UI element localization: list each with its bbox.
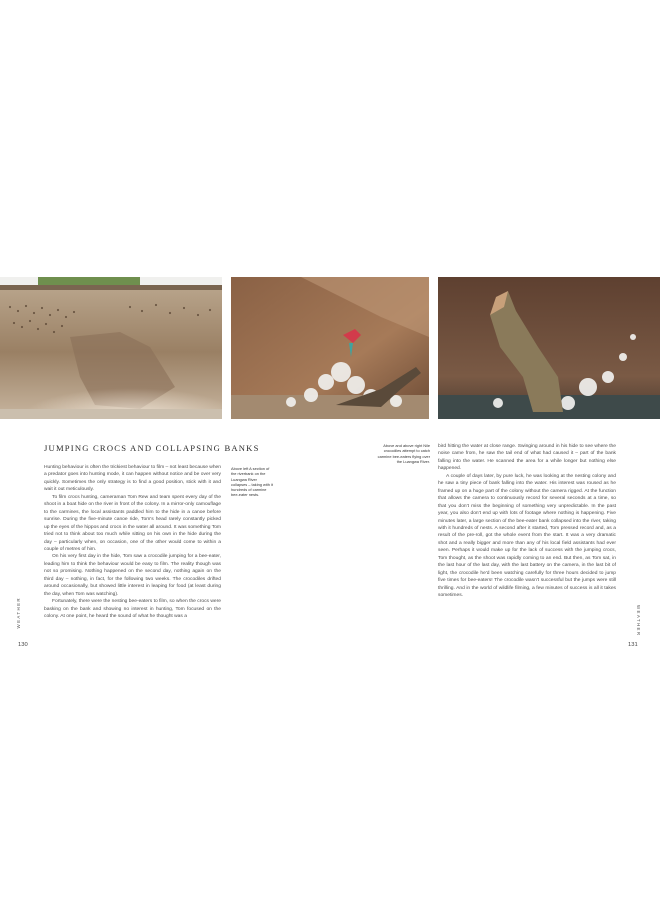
left-paragraph: Hunting behaviour is often the trickiest behaviour to film – not least because when a predator goes into hunting mode, it can happen without notice and be over very quickly. Sometimes the only strategy is to find a good position, stick with it and wait it out meticulously. bbox=[44, 465, 221, 493]
left-paragraph: Fortunately, there were the nesting bee-eaters to film, so when the crocs were basking on the bank and showing no interest in hunting, Tom focused on the colony. At one point, he heard the sound of what he thought was a bbox=[44, 599, 221, 620]
riverbank-collapse-photo bbox=[0, 277, 222, 419]
running-head-right: WEATHER bbox=[636, 605, 641, 637]
caption-right: Above and above right Nile crocodiles attempt to catch carmine bee-eaters flying over the Luangwa River. bbox=[377, 443, 430, 464]
right-paragraph: A couple of days later, by pure luck, he was looking at the nesting colony and he saw a tiny piece of bank falling into the water. His interest was roused as he framed up on a huge part of the colony without the camera rigged. At the function that allows the camera to continuously record for several seconds at a time, so that you don't miss the beginning of something very unpredictable. In the past year, you also don't end up with lots of footage where nothing is happening. Five minutes later, a large section of the bee-eater bank collapsed into the river, taking with it hundreds of nests. A second after it started, Tom pressed record and, as a result of the pre-roll, got the whole event from the start. It was a very dramatic shot and a really bigger and more than any of his local field assistants had ever seen. Perhaps it would make up for the lack of success with the jumping crocs, Tom thought, as the shoot was rapidly coming to an end. But then, as Tom sat, in the last hour of the last day, with the last battery on the camera, in the last bit of light, the crocodile he'd been watching carefully for three hours decided to jump five times for bee-eaters! The crocodile wasn't successful but the jumps were still thrilling. And in the world of wildlife filming, a few minutes of success is all it takes sometimes. bbox=[438, 473, 616, 599]
page-number-right: 131 bbox=[628, 642, 638, 648]
page-number-left: 130 bbox=[18, 642, 28, 648]
right-body-column bbox=[438, 443, 616, 600]
leaping-crocodile-photo bbox=[438, 277, 660, 419]
left-paragraph: On his very first day in the hide, Tom saw a crocodile jumping for a bee-eater, leading him to think the behaviour would be easy to film. The reality though was not so promising. Nothing happened on the second day, nothing again on the third day – nothing, in fact, for the following two weeks. The crocodiles drifted around occasionally, but showed little interest in leaping for food (at least during the day, when Tom was watching). bbox=[44, 554, 221, 597]
article-heading: JUMPING CROCS AND COLLAPSING BANKS bbox=[44, 443, 260, 453]
left-paragraph: To film crocs hunting, cameraman Tom Rew and team spent every day of the shoot in a boat hide on the river in front of the colony. In a mirror-only camouflage to the carmines, the local assistants paddled him to the hide in a canoe before sunrise. During the five-minute canoe ride, Tom's head rarely constantly picked up the eyes of the hippos and crocs in the water all around. It was something Tom tried not to think about too much while sitting on his own in the hide during the day – particularly when, on occasion, one of the other would come to within a couple of metres of him. bbox=[44, 494, 221, 552]
caption-left: Above left A section of the riverbank on the Luangwa River collapses – taking with it hundreds of carmine bee-eater nests. bbox=[231, 466, 273, 498]
running-head-left: WEATHER bbox=[16, 597, 21, 629]
croc-and-bee-eater-photo bbox=[231, 277, 429, 419]
left-body-column bbox=[44, 464, 221, 621]
right-paragraph: bird hitting the water at close range. Swinging around in his hide to see where the noise came from, he saw the tail end of what had caused it – part of the bank falling into the water. He scanned the area for a while longer but nothing else happened. bbox=[438, 444, 616, 472]
